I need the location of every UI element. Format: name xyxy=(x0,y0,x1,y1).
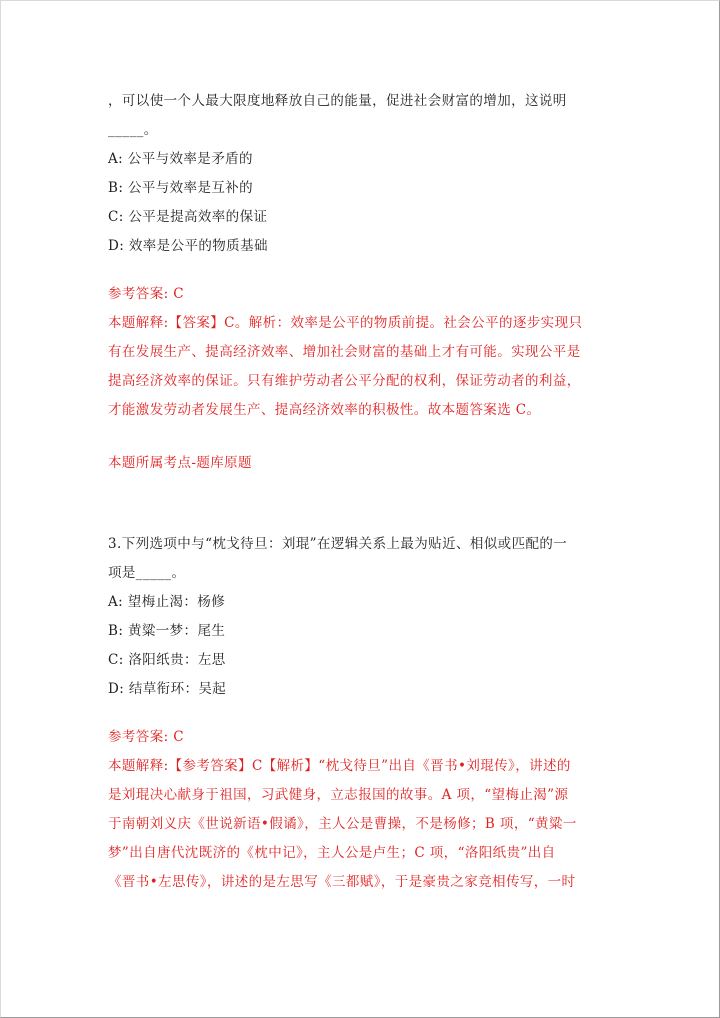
explanation-line: 才能激发劳动者发展生产、提高经济效率的积极性。故本题答案选 C。 xyxy=(108,402,541,418)
option-a: A: 公平与效率是矛盾的 xyxy=(108,151,253,167)
question-stem-line: _____。 xyxy=(108,122,158,138)
reference-answer: 参考答案: C xyxy=(108,286,184,302)
question-3 xyxy=(108,530,614,897)
question-stem-line: ，可以使一个人最大限度地释放自己的能量，促进社会财富的增加，这说明 xyxy=(108,93,567,109)
option-d: D: 效率是公平的物质基础 xyxy=(108,238,268,254)
option-b: B: 黄粱一梦：尾生 xyxy=(108,623,226,639)
explanation-line: 《晋书•左思传》，讲述的是左思写《三都赋》，于是豪贵之家竞相传写，一时 xyxy=(108,874,576,890)
question-2 xyxy=(108,87,614,478)
option-b: B: 公平与效率是互补的 xyxy=(108,180,254,196)
explanation-line: 是刘琨决心献身于祖国，习武健身，立志报国的故事。A 项，“望梅止渴”源 xyxy=(108,787,569,803)
explanation-line: 本题解释:【答案】C。解析：效率是公平的物质前提。社会公平的逐步实现只 xyxy=(108,315,583,331)
explanation-line: 提高经济效率的保证。只有维护劳动者公平分配的权利，保证劳动者的利益， xyxy=(108,373,581,389)
reference-answer: 参考答案: C xyxy=(108,729,184,745)
explanation-line: 有在发展生产、提高经济效率、增加社会财富的基础上才有可能。实现公平是 xyxy=(108,344,581,360)
explanation-line: 梦”出自唐代沈既济的《枕中记》，主人公是卢生；C 项，“洛阳纸贵”出自 xyxy=(108,845,556,861)
source-tag: 本题所属考点-题库原题 xyxy=(108,455,252,471)
explanation-line: 于南朝刘义庆《世说新语•假谲》，主人公是曹操，不是杨修；B 项，“黄粱一 xyxy=(108,816,577,832)
option-c: C: 洛阳纸贵：左思 xyxy=(108,652,226,668)
question-stem-line: 3.下列选项中与“枕戈待旦：刘琨”在逻辑关系上最为贴近、相似或匹配的一 xyxy=(108,536,568,552)
option-a: A: 望梅止渴：杨修 xyxy=(108,594,226,610)
document-content xyxy=(108,87,614,897)
explanation-line: 本题解释:【参考答案】C【解析】“枕戈待旦”出自《晋书•刘琨传》，讲述的 xyxy=(108,758,571,774)
option-d: D: 结草衔环：吴起 xyxy=(108,681,227,697)
option-c: C: 公平是提高效率的保证 xyxy=(108,209,268,225)
question-stem-line: 项是_____。 xyxy=(108,565,186,581)
